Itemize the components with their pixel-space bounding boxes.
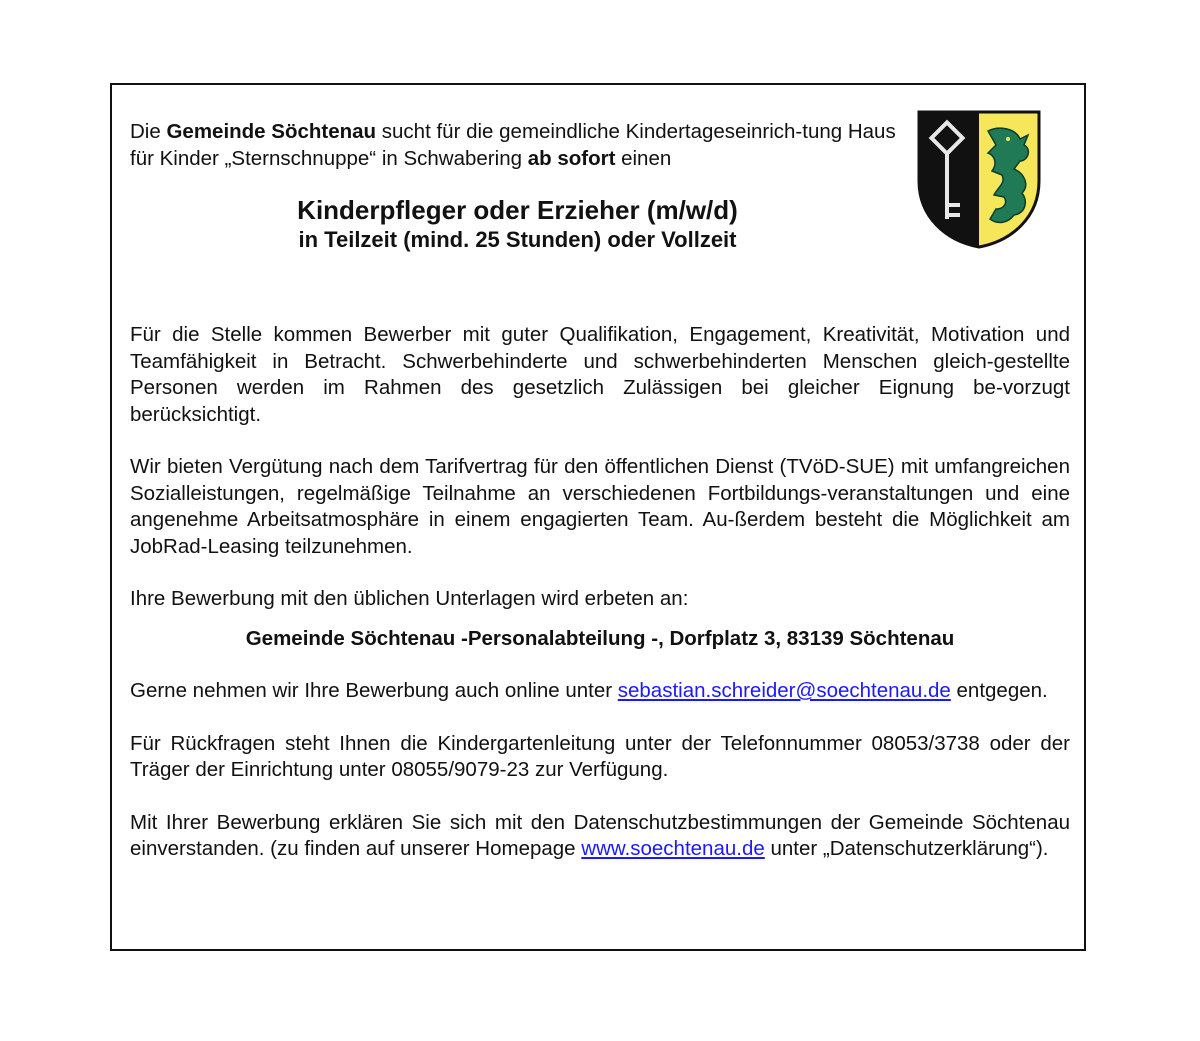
online-prefix: Gerne nehmen wir Ihre Bewerbung auch online unter <box>130 679 618 702</box>
privacy-prefix: Mit Ihrer Bewerbung erklären Sie sich mit den Datenschutzbestimmungen der Gemeinde Söchtenau einverstanden. (zu finden auf unserer Homepage <box>130 810 1070 860</box>
online-application-paragraph <box>130 678 1070 705</box>
privacy-suffix: unter „Datenschutzerklärung“). <box>764 837 1049 860</box>
requirements-paragraph: Für die Stelle kommen Bewerber mit guter Qualifikation, Engagement, Kreativität, Motivation und Teamfähigkeit in Betracht. Schwerbehinderte und schwerbehinderten Menschen gleich-gestellte Personen werden im Rahmen des gesetzlich Zulässigen bei gleicher Eignung be-vorzugt berücksichtigt. <box>130 323 1070 426</box>
application-intro: Ihre Bewerbung mit den üblichen Unterlagen wird erbeten an: <box>130 587 689 610</box>
intro-suffix: einen <box>615 146 672 170</box>
intro-paragraph <box>130 119 905 172</box>
contact-paragraph: Für Rückfragen steht Ihnen die Kindergartenleitung unter der Telefonnummer 08053/3738 oder der Träger der Einrichtung unter 08055/9079-23 zur Verfügung. <box>130 731 1070 781</box>
intro-middle: sucht für die gemeindliche Kindertageseinrich-tung Haus für Kinder „Sternschnuppe“ in Schwabering <box>130 120 896 170</box>
privacy-paragraph <box>130 810 1070 863</box>
postal-address: Gemeinde Söchtenau -Personalabteilung -, Dorfplatz 3, 83139 Söchtenau <box>245 626 955 650</box>
offer-paragraph: Wir bieten Vergütung nach dem Tarifvertrag für den öffentlichen Dienst (TVöD-SUE) mit umfangreichen Sozialleistungen, regelmäßige Teilnahme an verschiedenen Fortbildungs-veranstaltungen und eine angenehme Arbeitsatmosphäre in einem engagierten Team. Au-ßerdem besteht die Möglichkeit am JobRad-Leasing teilzunehmen. <box>130 455 1070 558</box>
homepage-link[interactable]: www.soechtenau.de <box>581 837 765 860</box>
job-ad-content <box>130 119 1070 863</box>
online-suffix: entgegen. <box>950 679 1048 702</box>
start-date: ab sofort <box>527 146 616 170</box>
position-title: Kinderpfleger oder Erzieher (m/w/d) <box>297 195 738 225</box>
email-link[interactable]: sebastian.schreider@soechtenau.de <box>617 679 951 702</box>
intro-prefix: Die <box>130 120 167 143</box>
position-heading <box>130 194 905 254</box>
organization-name: Gemeinde Söchtenau <box>166 120 377 143</box>
position-subtitle: in Teilzeit (mind. 25 Stunden) oder Vollzeit <box>298 227 737 252</box>
job-ad-frame <box>110 83 1086 951</box>
